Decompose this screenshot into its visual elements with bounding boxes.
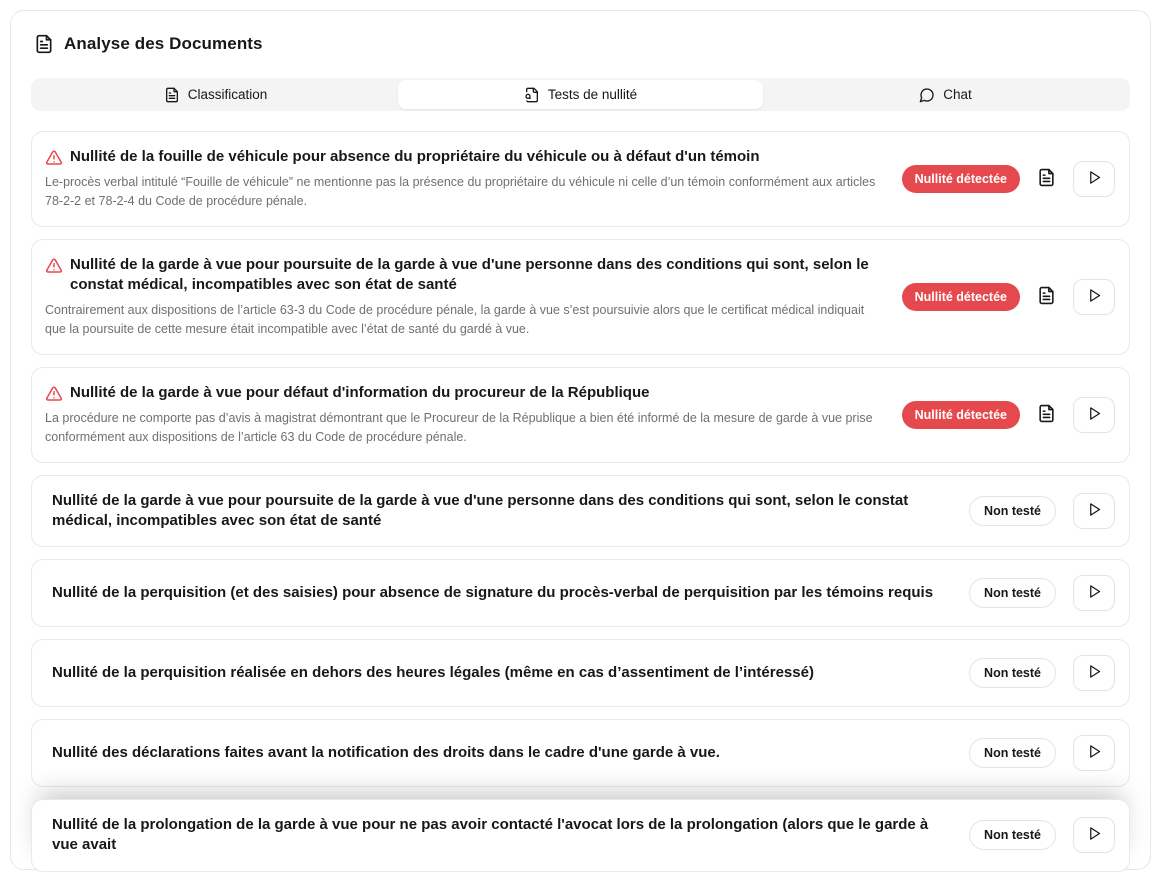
tab-bar	[31, 78, 1130, 111]
test-title: Nullité de la perquisition réalisée en dehors des heures légales (même en cas d’assentiment de l’intéressé)	[52, 663, 814, 681]
test-card[interactable]	[31, 131, 1130, 227]
run-test-button[interactable]	[1073, 493, 1115, 529]
run-test-button[interactable]	[1073, 397, 1115, 433]
test-controls	[902, 161, 1119, 197]
test-title-row	[45, 147, 888, 167]
test-card[interactable]	[31, 799, 1130, 872]
test-card[interactable]	[31, 559, 1130, 627]
view-document-button[interactable]	[1037, 168, 1056, 190]
warning-triangle-icon	[45, 149, 63, 167]
file-text-icon	[34, 34, 54, 54]
test-title-row	[52, 663, 955, 683]
chat-bubble-icon	[919, 87, 935, 103]
test-description: La procédure ne comporte pas d’avis à magistrat démontrant que le Procureur de la République a bien été informé de la mesure de garde à vue prise conformément aux dispositions de l’article 63 du Code de procédure pénale.	[45, 411, 873, 444]
test-title: Nullité de la prolongation de la garde à vue pour ne pas avoir contacté l'avocat lors de la prolongation (alors que le garde à vue avait	[52, 816, 929, 854]
tab-label: Tests de nullité	[547, 87, 638, 102]
tab-tests-de-nullite[interactable]	[398, 80, 763, 109]
test-description: Le-procès verbal intitulé “Fouille de véhicule” ne mentionne pas la présence du propriétaire du véhicule ni celle d’un témoin conformément aux articles 78-2-2 et 78-2-4 du Code de procédure pénale.	[45, 175, 876, 208]
test-card[interactable]	[31, 239, 1130, 355]
test-description: Contrairement aux dispositions de l’article 63-3 du Code de procédure pénale, la garde à vue s’est poursuivie alors que le certificat médical indiquait que la poursuite de cette mesure était incompatible avec l’état de santé du gardé à vue.	[45, 303, 865, 336]
play-icon	[1087, 826, 1102, 844]
status-badge: Non testé	[969, 820, 1056, 850]
warning-triangle-icon	[45, 385, 63, 403]
test-controls	[969, 493, 1119, 529]
play-icon	[1087, 288, 1102, 306]
warning-triangle-icon	[45, 257, 63, 275]
test-title: Nullité de la perquisition (et des saisies) pour absence de signature du procès-verbal de perquisition par les témoins requis	[52, 583, 934, 601]
run-test-button[interactable]	[1073, 161, 1115, 197]
run-test-button[interactable]	[1073, 735, 1115, 771]
analysis-panel	[10, 10, 1151, 870]
file-text-icon	[1037, 168, 1056, 190]
test-card-content	[45, 383, 888, 447]
panel-header	[11, 11, 1150, 54]
test-title-row	[52, 583, 955, 603]
status-badge: Non testé	[969, 496, 1056, 526]
file-text-icon	[164, 87, 180, 103]
test-card[interactable]	[31, 475, 1130, 548]
test-card-content	[52, 815, 955, 856]
test-title-row	[52, 491, 955, 532]
status-badge: Nullité détectée	[902, 283, 1020, 311]
file-search-icon	[524, 87, 540, 103]
test-card-content	[52, 583, 955, 603]
status-badge: Non testé	[969, 578, 1056, 608]
play-icon	[1087, 406, 1102, 424]
run-test-button[interactable]	[1073, 575, 1115, 611]
play-icon	[1087, 170, 1102, 188]
test-title: Nullité de la fouille de véhicule pour absence du propriétaire du véhicule ou à défaut d'un témoin	[70, 148, 760, 165]
status-badge: Nullité détectée	[902, 401, 1020, 429]
test-card-content	[45, 255, 888, 339]
test-title-row	[52, 815, 955, 856]
play-icon	[1087, 664, 1102, 682]
test-card[interactable]	[31, 639, 1130, 707]
test-title: Nullité des déclarations faites avant la notification des droits dans le cadre d'une garde à vue.	[52, 743, 720, 761]
test-controls	[902, 397, 1119, 433]
tab-classification[interactable]	[33, 80, 398, 109]
tab-label: Chat	[943, 87, 972, 102]
test-controls	[969, 735, 1119, 771]
test-card-content	[52, 743, 955, 763]
run-test-button[interactable]	[1073, 817, 1115, 853]
test-card[interactable]	[31, 367, 1130, 463]
test-title-row	[45, 383, 888, 403]
status-badge: Non testé	[969, 658, 1056, 688]
play-icon	[1087, 584, 1102, 602]
test-title: Nullité de la garde à vue pour défaut d'information du procureur de la République	[70, 383, 650, 401]
test-card-content	[45, 147, 888, 211]
test-title-row	[45, 255, 888, 296]
test-controls	[969, 655, 1119, 691]
tab-chat[interactable]	[763, 80, 1128, 109]
test-card-content	[52, 491, 955, 532]
page-title: Analyse des Documents	[64, 34, 263, 53]
test-title: Nullité de la garde à vue pour poursuite de la garde à vue d'une personne dans des conditions qui sont, selon le constat médical, incompatibles avec son état de santé	[70, 255, 869, 293]
play-icon	[1087, 744, 1102, 762]
run-test-button[interactable]	[1073, 279, 1115, 315]
status-badge: Nullité détectée	[902, 165, 1020, 193]
test-card[interactable]	[31, 719, 1130, 787]
test-card-content	[52, 663, 955, 683]
tab-label: Classification	[187, 87, 268, 102]
play-icon	[1087, 502, 1102, 520]
view-document-button[interactable]	[1037, 286, 1056, 308]
test-controls	[969, 575, 1119, 611]
view-document-button[interactable]	[1037, 404, 1056, 426]
file-text-icon	[1037, 404, 1056, 426]
status-badge: Non testé	[969, 738, 1056, 768]
test-title: Nullité de la garde à vue pour poursuite de la garde à vue d'une personne dans des conditions qui sont, selon le constat médical, incompatibles avec son état de santé	[52, 491, 909, 529]
test-title-row	[52, 743, 955, 763]
test-controls	[969, 817, 1119, 853]
test-controls	[902, 279, 1119, 315]
run-test-button[interactable]	[1073, 655, 1115, 691]
file-text-icon	[1037, 286, 1056, 308]
tests-list	[11, 131, 1150, 892]
